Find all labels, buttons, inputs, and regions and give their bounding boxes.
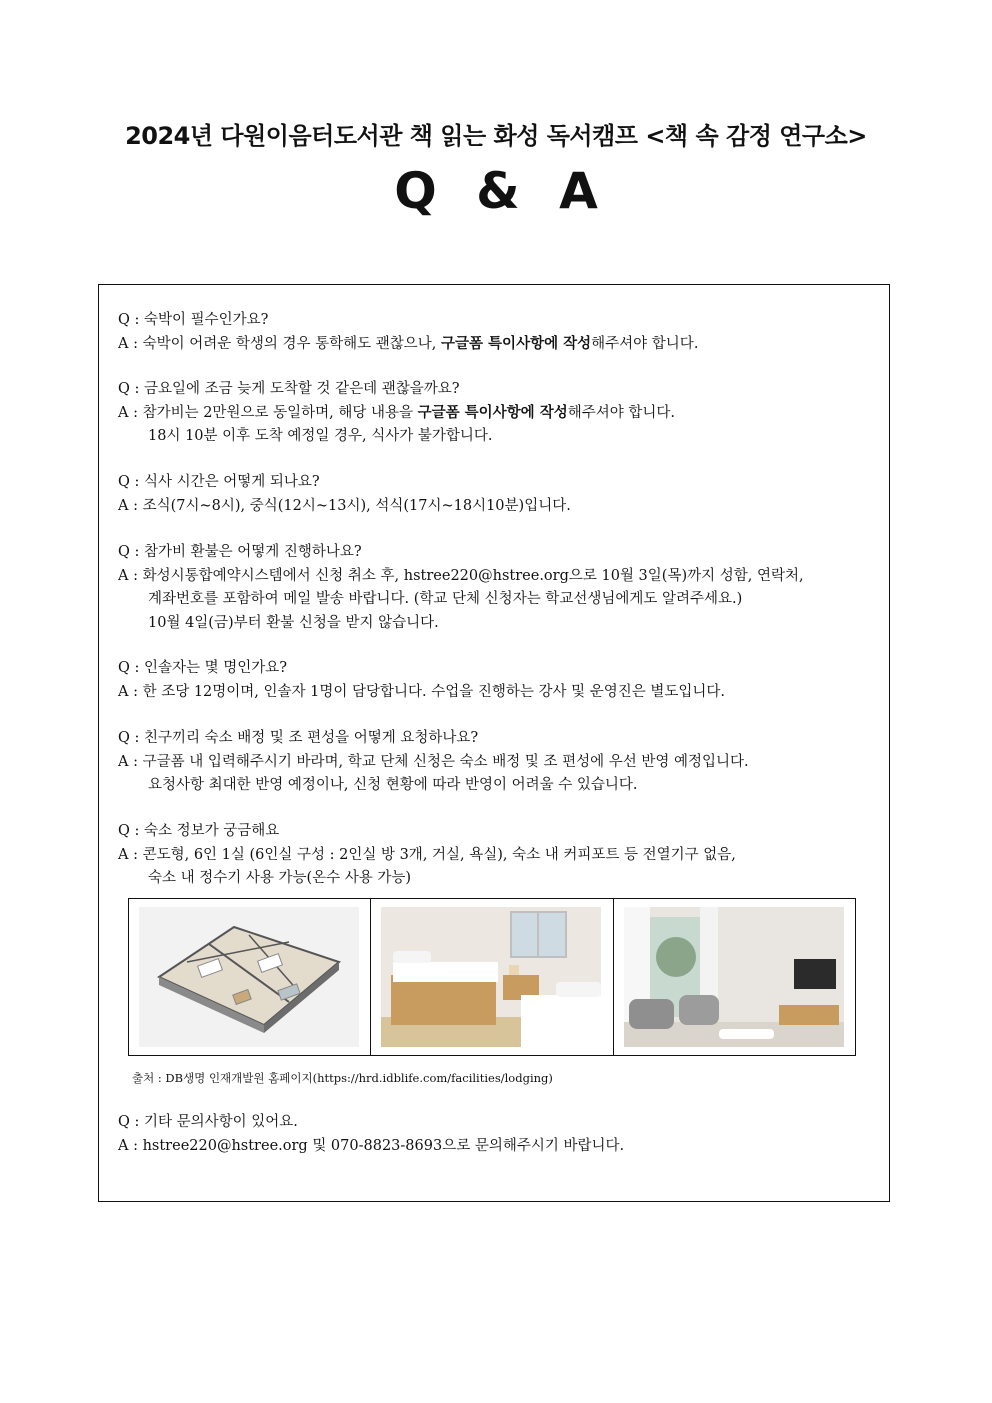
question: Q : 식사 시간은 어떻게 되나요? [118, 474, 320, 490]
answer-line: A : 구글폼 내 입력해주시기 바라며, 학교 단체 신청은 숙소 배정 및 조 편성에 우선 반영 예정입니다. [118, 753, 749, 770]
qa-item-1 [118, 309, 878, 356]
answer-line: A : hstree220@hstree.org 및 070-8823-8693으로 문의해주시기 바랍니다. [118, 1137, 625, 1154]
answer-line: A : 조식(7시~8시), 중식(12시~13시), 석식(17시~18시10분)입니다. [118, 497, 571, 514]
answer-line: 10월 4일(금)부터 환불 신청을 받지 않습니다. [148, 614, 439, 631]
bedroom-image [371, 899, 613, 1055]
question: Q : 기타 문의사항이 있어요. [118, 1114, 298, 1130]
answer-line: A : 콘도형, 6인 1실 (6인실 구성 : 2인실 방 3개, 거실, 욕실), 숙소 내 커피포트 등 전열기구 없음, [118, 846, 736, 863]
photo-source: 출처 : DB생명 인재개발원 홈페이지(https://hrd.idblife.com/facilities/lodging) [132, 1071, 553, 1085]
question: Q : 숙박이 필수인가요? [118, 312, 269, 328]
question: Q : 인솔자는 몇 명인가요? [118, 660, 288, 676]
answer-line: 숙소 내 정수기 사용 가능(온수 사용 가능) [148, 870, 412, 886]
answer-line: 계좌번호를 포함하여 메일 발송 바랍니다. (학교 단체 신청자는 학교선생님에게도 알려주세요.) [148, 591, 743, 607]
qa-item-3 [118, 471, 878, 518]
answer-line: A : 참가비는 2만원으로 동일하며, 해당 내용을 구글폼 특이사항에 작성해주셔야 합니다. [118, 404, 676, 421]
living-room-image [614, 899, 855, 1055]
answer-line: A : 숙박이 어려운 학생의 경우 통학해도 괜찮으나, 구글폼 특이사항에 작성해주셔야 합니다. [118, 335, 699, 352]
qa-item-2 [118, 378, 878, 449]
answer-line: 요청사항 최대한 반영 예정이나, 신청 현황에 따라 반영이 어려울 수 있습니다. [148, 777, 638, 793]
question: Q : 숙소 정보가 궁금해요 [118, 823, 280, 839]
answer-line: A : 화성시통합예약시스템에서 신청 취소 후, hstree220@hstree.org으로 10월 3일(목)까지 성함, 연락처, [118, 567, 804, 584]
answer-line: 18시 10분 이후 도착 예정일 경우, 식사가 불가합니다. [148, 428, 493, 444]
qa-item-7 [118, 820, 878, 891]
question: Q : 금요일에 조금 늦게 도착할 것 같은데 괜찮을까요? [118, 381, 460, 397]
question: Q : 친구끼리 숙소 배정 및 조 편성을 어떻게 요청하나요? [118, 730, 479, 746]
floor-plan-image [129, 899, 371, 1055]
qa-item-4 [118, 541, 878, 635]
qa-item-5 [118, 657, 878, 704]
page-subtitle: Q & A [394, 162, 598, 220]
page-title: 2024년 다원이음터도서관 책 읽는 화성 독서캠프 <책 속 감정 연구소> [125, 122, 867, 150]
question: Q : 참가비 환불은 어떻게 진행하나요? [118, 544, 362, 560]
qa-item-8 [118, 1111, 878, 1158]
answer-line: A : 한 조당 12명이며, 인솔자 1명이 담당합니다. 수업을 진행하는 강사 및 운영진은 별도입니다. [118, 683, 726, 700]
lodging-photos [128, 898, 856, 1056]
qa-item-6 [118, 727, 878, 798]
